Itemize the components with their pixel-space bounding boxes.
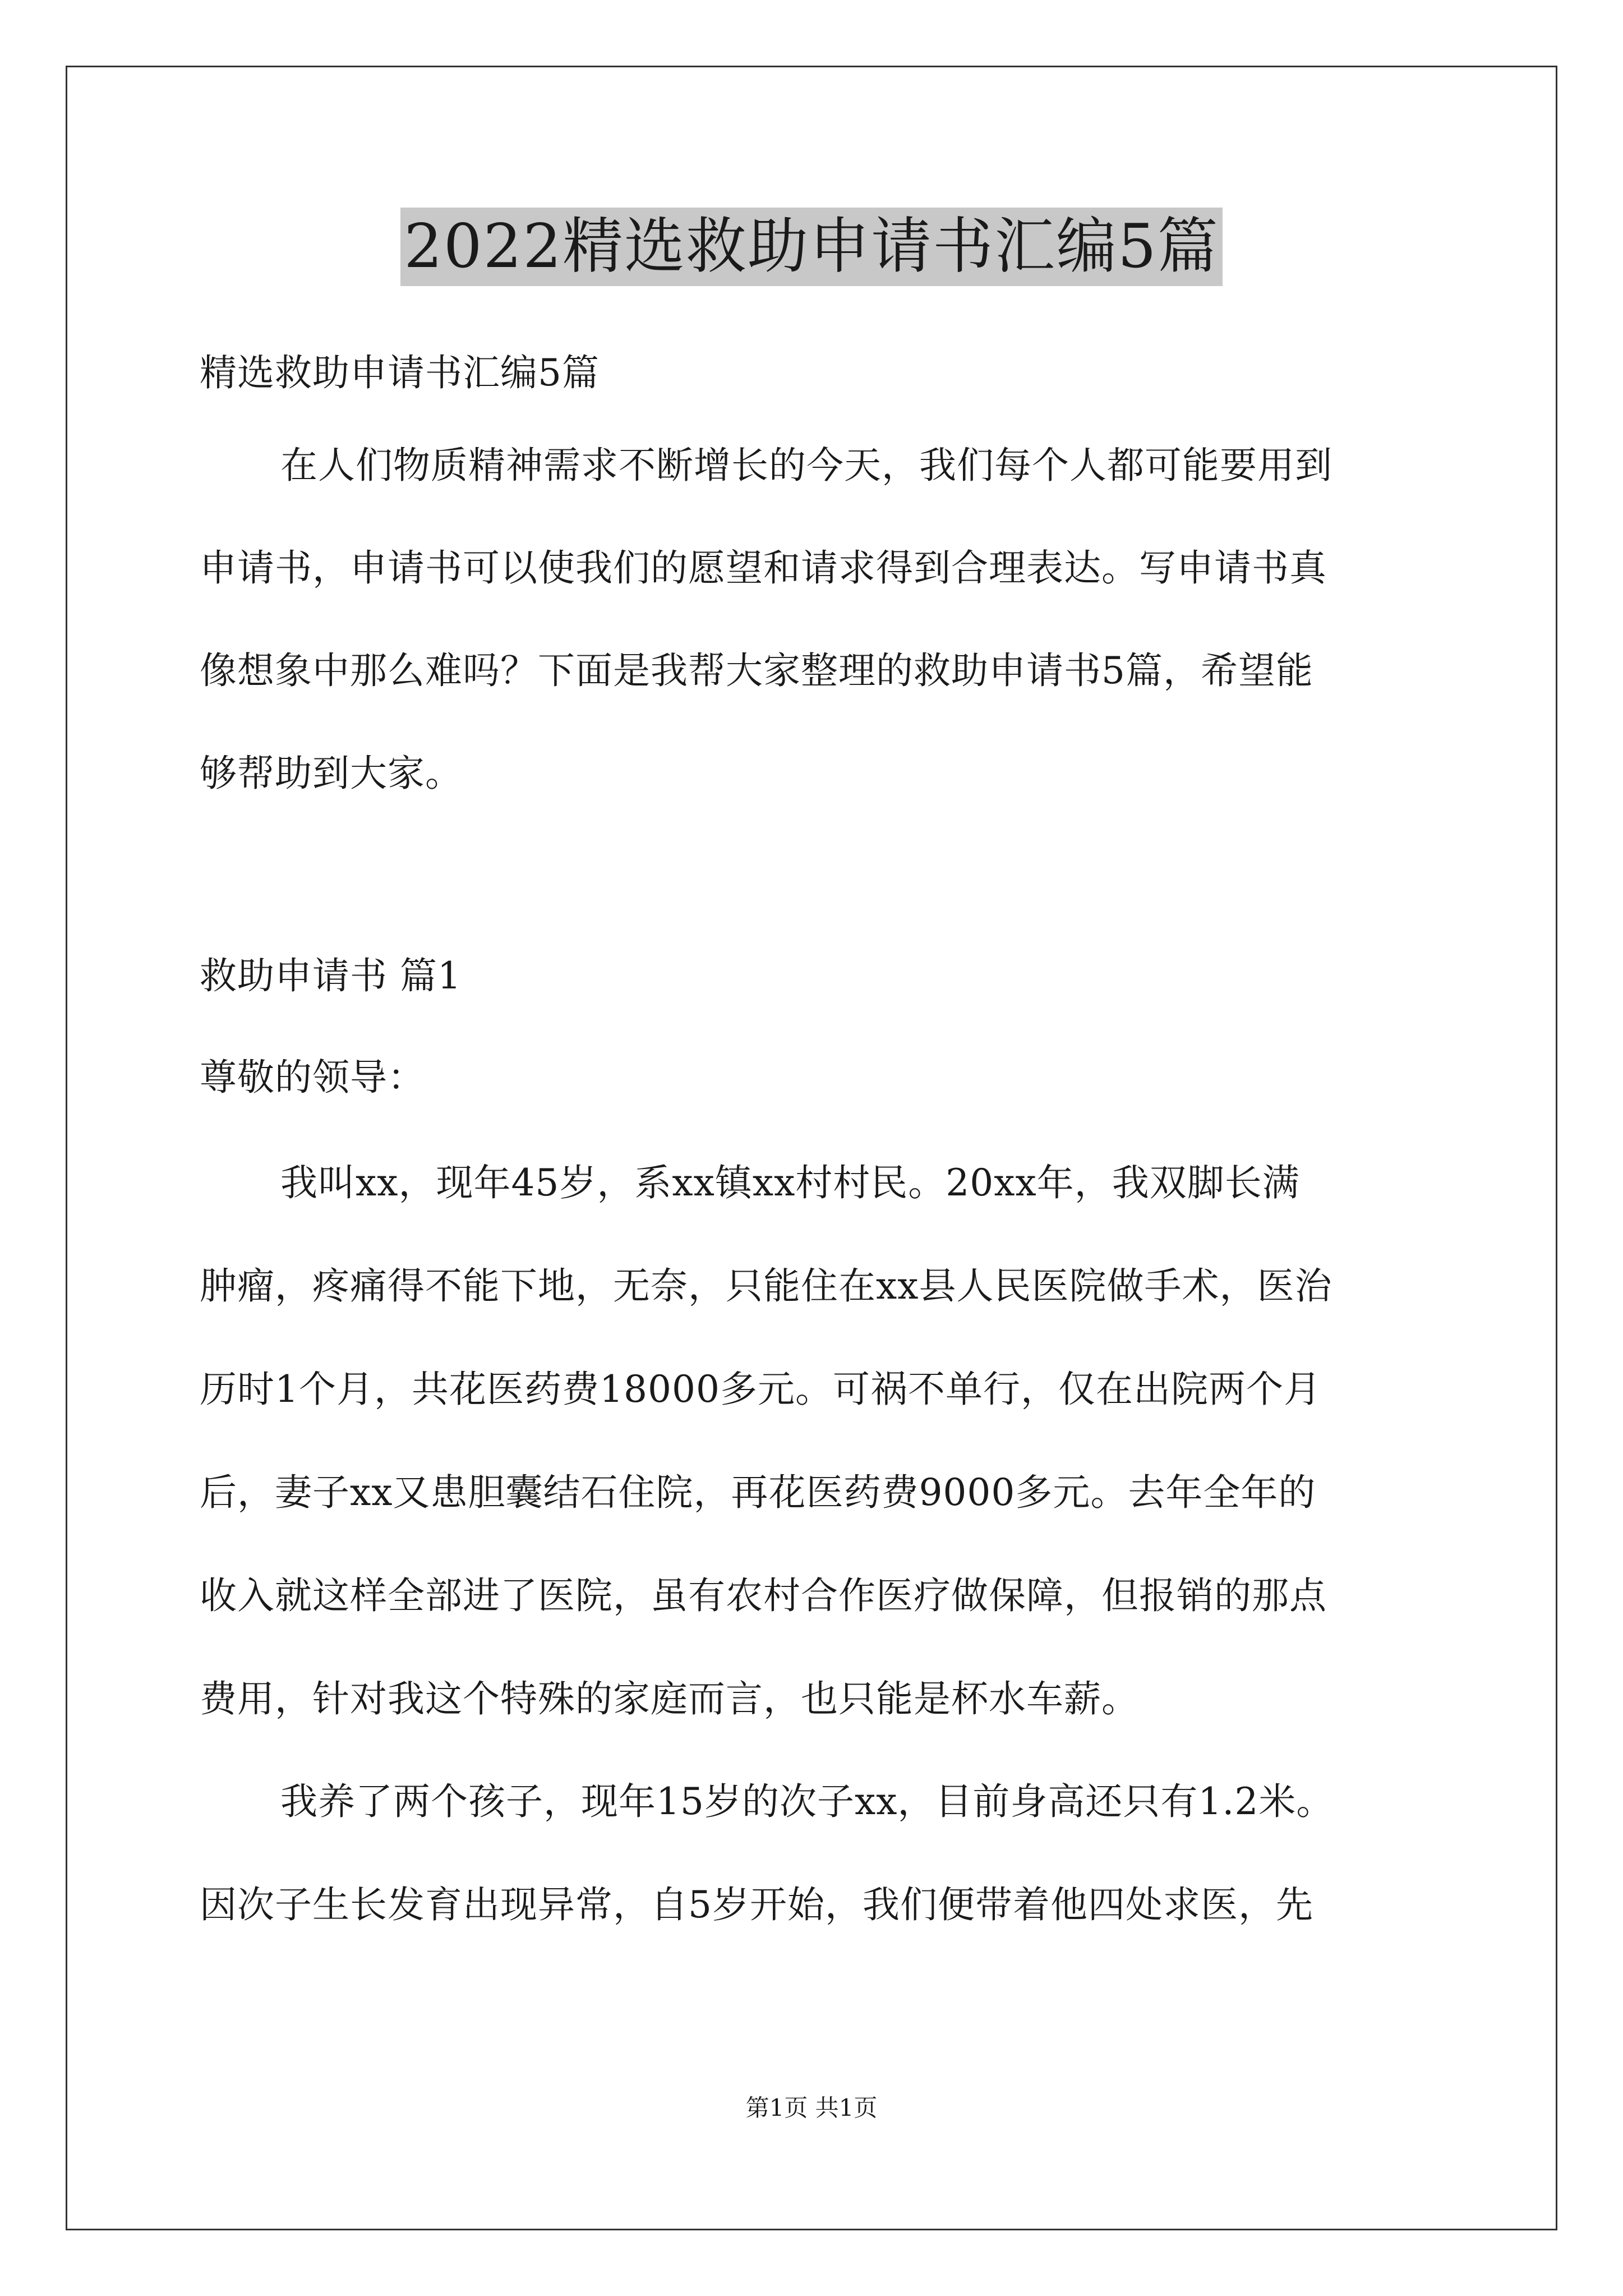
intro-line: 在人们物质精神需求不断增长的今天，我们每个人都可能要用到	[280, 444, 1332, 487]
salutation: 尊敬的领导：	[200, 1056, 425, 1099]
para-line: 肿瘤，疼痛得不能下地，无奈，只能住在xx县人民医院做手术，医治	[200, 1264, 1332, 1308]
intro-line: 像想象中那么难吗？下面是我帮大家整理的救助申请书5篇，希望能	[200, 649, 1313, 692]
para-line: 后，妻子xx又患胆囊结石住院，再花医药费9000多元。去年全年的	[200, 1471, 1316, 1514]
title-container	[0, 208, 1623, 286]
document-title: 2022精选救助申请书汇编5篇	[400, 208, 1223, 286]
page-footer: 第1页 共1页	[745, 2094, 878, 2122]
para-line: 收入就这样全部进了医院，虽有农村合作医疗做保障，但报销的那点	[200, 1574, 1327, 1617]
intro-line: 够帮助到大家。	[200, 752, 463, 795]
para-line: 历时1个月，共花医药费18000多元。可祸不单行，仅在出院两个月	[200, 1368, 1321, 1411]
subtitle: 精选救助申请书汇编5篇	[200, 351, 600, 394]
para-line: 我养了两个孩子，现年15岁的次子xx，目前身高还只有1.2米。	[280, 1780, 1334, 1823]
section-heading: 救助申请书 篇1	[200, 954, 462, 997]
para-line: 费用，针对我这个特殊的家庭而言，也只能是杯水车薪。	[200, 1677, 1139, 1720]
para-line: 因次子生长发育出现异常，自5岁开始，我们便带着他四处求医，先	[200, 1883, 1313, 1926]
intro-line: 申请书，申请书可以使我们的愿望和请求得到合理表达。写申请书真	[200, 546, 1327, 590]
para-line: 我叫xx，现年45岁，系xx镇xx村村民。20xx年，我双脚长满	[280, 1161, 1300, 1204]
